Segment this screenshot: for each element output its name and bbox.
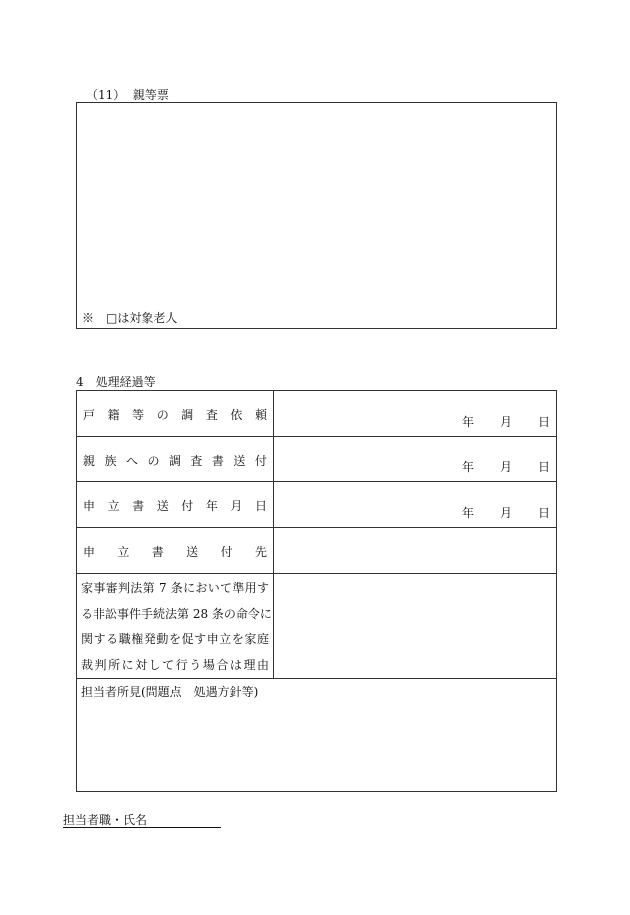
kinship-note: ※ □は対象老人 [82,311,178,325]
reason-label: 家事審判法第 7 条において準用す る非訟事件手続法第 28 条の命令に 関する職権発動を促す申立を家庭 裁判所に対して行う場合は理由 [81,581,272,672]
row-value-cell[interactable] [274,437,557,482]
staff-name-label: 担当者職・氏名 [63,813,148,827]
date-field: 年 月 日 [461,460,550,474]
row-value-cell[interactable] [274,391,557,437]
row-label: 申 立 書 送 付 年 月 日 [83,499,267,513]
row-value-cell[interactable] [274,482,557,528]
section-4-heading: 4 処理経過等 [76,375,156,389]
table-row [77,574,557,679]
row-label-cell [77,528,274,574]
opinion-cell[interactable] [77,679,557,792]
section-11-heading: （11） 親等票 [86,88,169,102]
row-label-cell [77,482,274,528]
kinship-chart-box [76,102,557,329]
row-label: 戸 籍 等 の 調 査 依 頼 [83,408,267,422]
table-row [77,528,557,574]
table-row [77,391,557,437]
staff-name-field[interactable] [147,813,221,828]
table-row [77,437,557,482]
date-field: 年 月 日 [461,415,550,429]
row-label-cell [77,437,274,482]
row-label: 申 立 書 送 付 先 [83,545,267,559]
table-row [77,679,557,792]
reason-label-cell [77,574,274,679]
opinion-label: 担当者所見(問題点 処遇方針等) [81,685,259,699]
process-table [76,390,557,792]
staff-name-line [63,811,221,828]
reason-value-cell[interactable] [274,574,557,679]
row-label: 親 族 へ の 調 査 書 送 付 [83,454,267,468]
row-value-cell[interactable] [274,528,557,574]
table-row [77,482,557,528]
row-label-cell [77,391,274,437]
date-field: 年 月 日 [461,506,550,520]
